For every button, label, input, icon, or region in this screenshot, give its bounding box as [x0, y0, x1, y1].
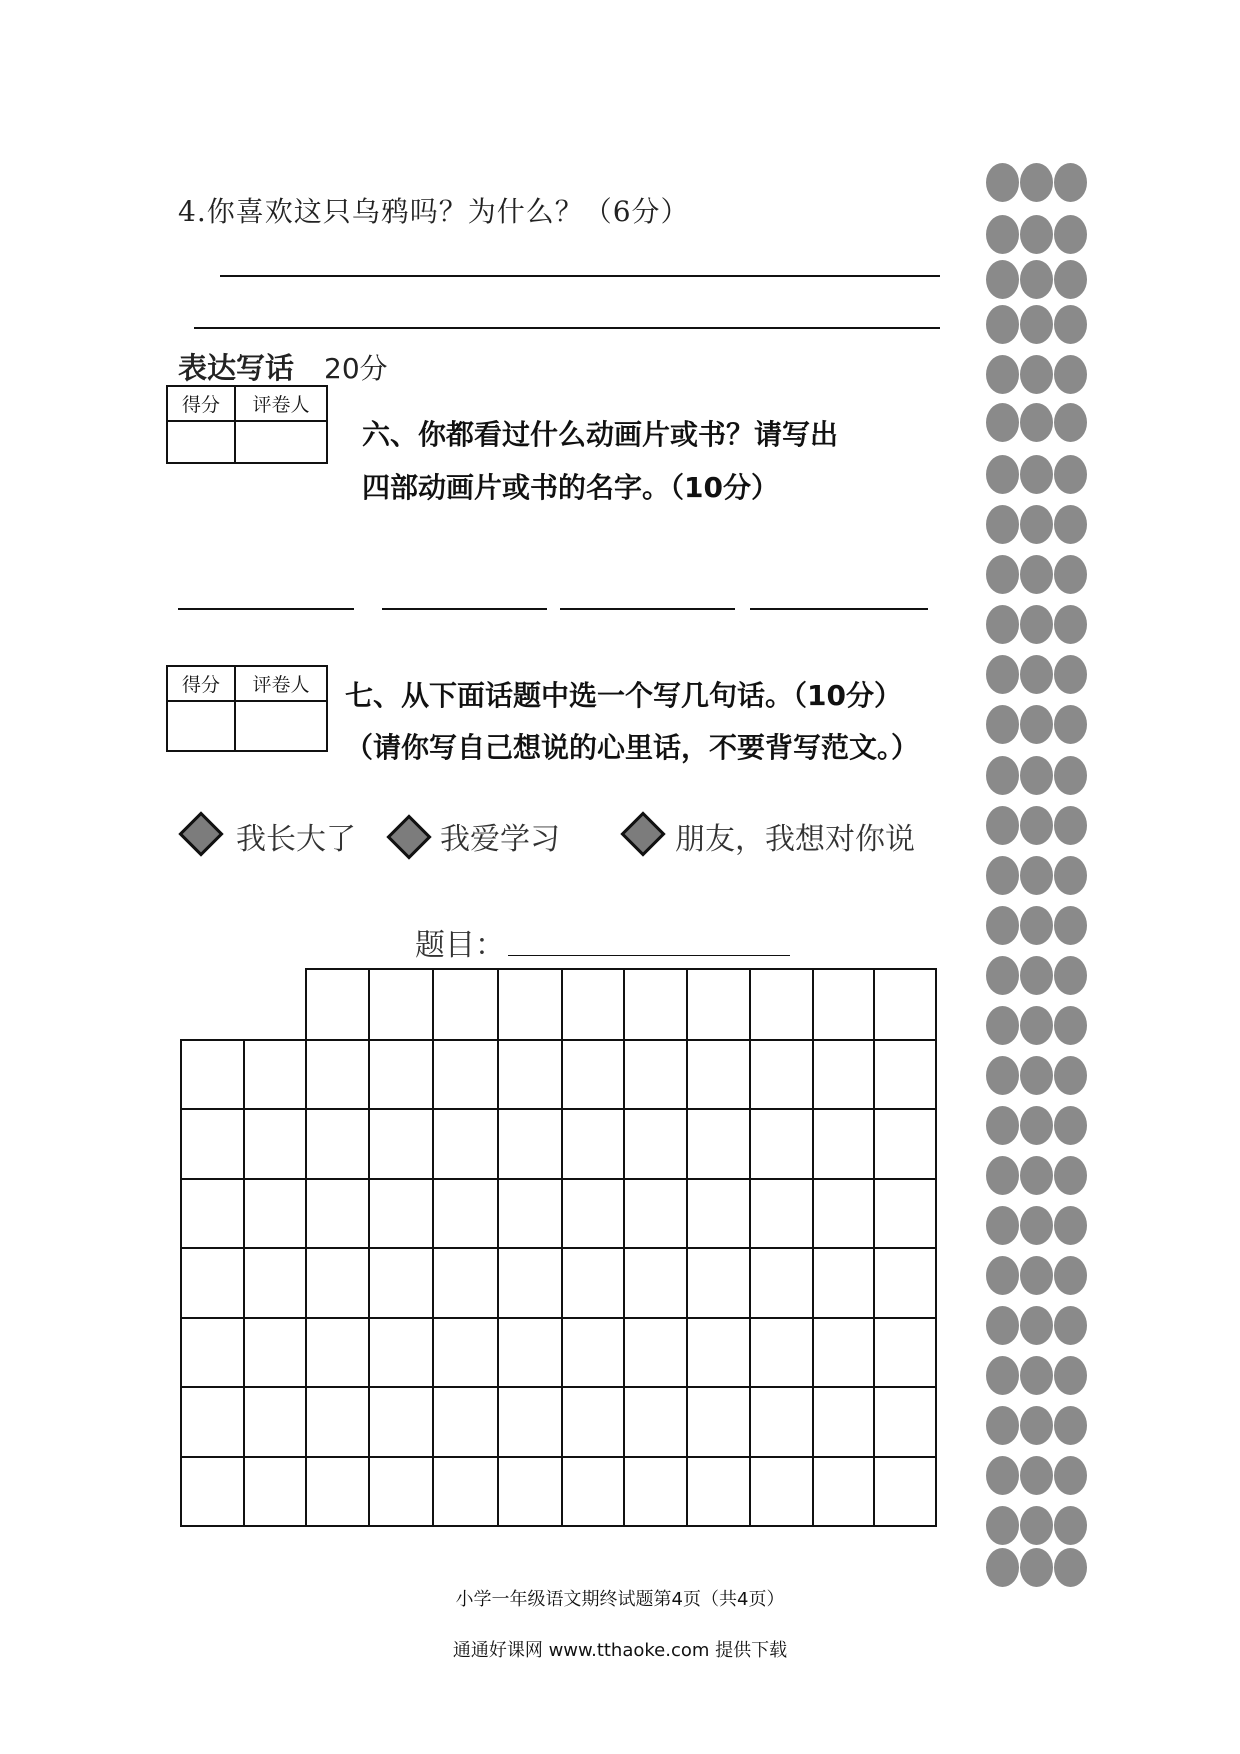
- grader-field[interactable]: [235, 701, 327, 751]
- decorative-dot: [1020, 1356, 1053, 1395]
- decorative-dot: [986, 906, 1019, 945]
- decorative-dot: [1054, 1506, 1087, 1545]
- diamond-bullet-icon: [386, 814, 431, 859]
- decorative-dot: [1020, 1156, 1053, 1195]
- decorative-dot: [986, 355, 1019, 394]
- answer-line-1[interactable]: [220, 275, 940, 277]
- grid-cell[interactable]: [561, 1386, 625, 1458]
- grader-label: 评卷人: [235, 386, 327, 421]
- grid-cell[interactable]: [561, 1456, 625, 1527]
- decorative-dot: [986, 956, 1019, 995]
- grid-cell[interactable]: [497, 1178, 563, 1249]
- decorative-dot: [1020, 355, 1053, 394]
- decorative-dot: [1054, 605, 1087, 644]
- grader-field[interactable]: [235, 421, 327, 463]
- grid-cell[interactable]: [497, 1317, 563, 1388]
- grid-cell[interactable]: [873, 1386, 937, 1458]
- grid-cell[interactable]: [812, 1178, 875, 1249]
- grid-cell[interactable]: [686, 1386, 751, 1458]
- section-title-text: 表达写话: [178, 351, 295, 385]
- question-7-line2: （请你写自己想说的心里话，不要背写范文。）: [345, 731, 920, 764]
- grid-cell[interactable]: [686, 968, 751, 1041]
- decorative-dot: [1020, 1506, 1053, 1545]
- grid-cell[interactable]: [812, 1456, 875, 1527]
- grid-cell[interactable]: [686, 1456, 751, 1527]
- answer-line-2[interactable]: [194, 327, 940, 329]
- grid-cell[interactable]: [812, 1108, 875, 1180]
- decorative-dot: [1020, 1456, 1053, 1495]
- grid-cell[interactable]: [432, 1247, 499, 1319]
- grid-cell[interactable]: [432, 1317, 499, 1388]
- decorative-dot: [986, 806, 1019, 845]
- topic-1[interactable]: 我长大了: [236, 822, 356, 857]
- grid-cell[interactable]: [873, 1108, 937, 1180]
- decorative-dot: [1054, 1056, 1087, 1095]
- grid-cell[interactable]: [749, 968, 814, 1041]
- name-blank-1[interactable]: [178, 608, 354, 610]
- decorative-dot: [1054, 1006, 1087, 1045]
- decorative-dot: [1020, 806, 1053, 845]
- decorative-dot: [1054, 505, 1087, 544]
- grid-cell[interactable]: [873, 1247, 937, 1319]
- grid-cell[interactable]: [749, 1317, 814, 1388]
- grid-cell[interactable]: [305, 1317, 370, 1388]
- question-7-line1: 七、从下面话题中选一个写几句话。（10分）: [345, 679, 902, 712]
- decorative-dot: [986, 305, 1019, 344]
- decorative-dot: [1054, 1106, 1087, 1145]
- decorative-dot: [1020, 260, 1053, 299]
- grid-cell[interactable]: [368, 1108, 434, 1180]
- decorative-dot: [986, 856, 1019, 895]
- decorative-dot: [986, 163, 1019, 202]
- decorative-dot: [986, 1548, 1019, 1587]
- grid-cell[interactable]: [180, 1386, 245, 1458]
- decorative-dot: [1054, 1256, 1087, 1295]
- grid-cell[interactable]: [623, 968, 688, 1041]
- decorative-dot: [1020, 1056, 1053, 1095]
- grid-cell[interactable]: [812, 1386, 875, 1458]
- grid-cell[interactable]: [812, 968, 875, 1041]
- grid-cell[interactable]: [305, 1386, 370, 1458]
- grid-cell[interactable]: [305, 1108, 370, 1180]
- decorative-dot: [986, 1406, 1019, 1445]
- decorative-dot: [1054, 455, 1087, 494]
- grid-cell[interactable]: [561, 1317, 625, 1388]
- grid-cell[interactable]: [243, 1178, 307, 1249]
- decorative-dot: [1054, 705, 1087, 744]
- decorative-dot: [1054, 215, 1087, 254]
- decorative-dot: [1054, 403, 1087, 442]
- decorative-dot: [986, 1456, 1019, 1495]
- decorative-dot: [1020, 403, 1053, 442]
- title-label: 题目：: [415, 928, 505, 963]
- grid-cell[interactable]: [368, 1386, 434, 1458]
- decorative-dot: [1020, 1106, 1053, 1145]
- grid-cell[interactable]: [623, 1039, 688, 1110]
- decorative-dot: [986, 605, 1019, 644]
- decorative-dot: [986, 1506, 1019, 1545]
- grid-cell[interactable]: [623, 1317, 688, 1388]
- decorative-dot: [986, 1056, 1019, 1095]
- grid-cell[interactable]: [368, 1456, 434, 1527]
- grid-cell[interactable]: [749, 1108, 814, 1180]
- decorative-dot: [1020, 505, 1053, 544]
- source-note: 通通好课网 www.tthaoke.com 提供下载: [452, 1640, 788, 1661]
- grid-cell[interactable]: [561, 1247, 625, 1319]
- diamond-bullet-icon: [620, 811, 665, 856]
- grid-cell[interactable]: [432, 1039, 499, 1110]
- grid-cell[interactable]: [497, 1108, 563, 1180]
- grid-cell[interactable]: [368, 1039, 434, 1110]
- decorative-dot: [986, 403, 1019, 442]
- grid-cell[interactable]: [623, 1108, 688, 1180]
- decorative-dot: [986, 1106, 1019, 1145]
- grid-cell[interactable]: [873, 1178, 937, 1249]
- score-label: 得分: [167, 386, 235, 421]
- decorative-dot: [1020, 1006, 1053, 1045]
- grid-cell[interactable]: [623, 1178, 688, 1249]
- grid-cell[interactable]: [749, 1386, 814, 1458]
- grid-cell[interactable]: [623, 1456, 688, 1527]
- grid-cell[interactable]: [749, 1039, 814, 1110]
- grid-cell[interactable]: [497, 1386, 563, 1458]
- decorative-dot: [986, 1206, 1019, 1245]
- decorative-dot: [1020, 555, 1053, 594]
- grid-cell[interactable]: [243, 1039, 307, 1110]
- section-title: [178, 346, 388, 387]
- score-box-q6: [166, 385, 328, 464]
- grid-cell[interactable]: [561, 1108, 625, 1180]
- score-field[interactable]: [167, 701, 235, 751]
- grid-cell[interactable]: [749, 1247, 814, 1319]
- grid-cell[interactable]: [243, 1386, 307, 1458]
- decorative-dot: [1054, 555, 1087, 594]
- decorative-dot: [1020, 305, 1053, 344]
- decorative-dot: [986, 260, 1019, 299]
- name-blank-2[interactable]: [382, 608, 547, 610]
- decorative-dot: [1054, 956, 1087, 995]
- grid-cell[interactable]: [686, 1178, 751, 1249]
- grader-label: 评卷人: [235, 666, 327, 701]
- grid-cell[interactable]: [180, 1317, 245, 1388]
- decorative-dot: [986, 1306, 1019, 1345]
- decorative-dot: [986, 756, 1019, 795]
- topic-2[interactable]: 我爱学习: [440, 822, 560, 857]
- decorative-dot: [1020, 1306, 1053, 1345]
- score-box-q7: [166, 665, 328, 752]
- decorative-dot: [1054, 305, 1087, 344]
- grid-cell[interactable]: [686, 1039, 751, 1110]
- grid-cell[interactable]: [432, 1178, 499, 1249]
- decorative-dot: [1020, 1256, 1053, 1295]
- grid-cell[interactable]: [686, 1317, 751, 1388]
- grid-cell[interactable]: [873, 968, 937, 1041]
- grid-cell[interactable]: [243, 1456, 307, 1527]
- title-input-line[interactable]: [508, 955, 790, 956]
- decorative-dot: [1054, 355, 1087, 394]
- decorative-dot: [1054, 655, 1087, 694]
- name-blank-4[interactable]: [750, 608, 928, 610]
- decorative-dot: [1054, 260, 1087, 299]
- decorative-dot: [1054, 756, 1087, 795]
- grid-cell[interactable]: [243, 1247, 307, 1319]
- grid-cell[interactable]: [305, 968, 370, 1041]
- diamond-bullet-icon: [178, 811, 223, 856]
- grid-cell[interactable]: [368, 1178, 434, 1249]
- grid-cell[interactable]: [561, 968, 625, 1041]
- decorative-dot: [1020, 705, 1053, 744]
- name-blank-3[interactable]: [560, 608, 735, 610]
- grid-cell[interactable]: [243, 1317, 307, 1388]
- decorative-dot: [986, 505, 1019, 544]
- decorative-dot: [1054, 1406, 1087, 1445]
- decorative-dot: [1054, 1156, 1087, 1195]
- decorative-dot: [986, 705, 1019, 744]
- grid-cell[interactable]: [368, 1247, 434, 1319]
- decorative-dot: [986, 455, 1019, 494]
- grid-cell[interactable]: [497, 1039, 563, 1110]
- grid-cell[interactable]: [180, 1178, 245, 1249]
- grid-cell[interactable]: [180, 1247, 245, 1319]
- topic-3[interactable]: 朋友，我想对你说: [675, 822, 915, 857]
- question-4-text: 4.你喜欢这只乌鸦吗？为什么？（6分）: [178, 195, 690, 228]
- decorative-dot: [986, 655, 1019, 694]
- decorative-dot: [1054, 1456, 1087, 1495]
- decorative-dot: [1020, 906, 1053, 945]
- decorative-dot: [1054, 1548, 1087, 1587]
- grid-cell[interactable]: [561, 1039, 625, 1110]
- question-6-line2: 四部动画片或书的名字。（10分）: [362, 471, 779, 504]
- grid-cell[interactable]: [561, 1178, 625, 1249]
- grid-cell[interactable]: [497, 1456, 563, 1527]
- decorative-dot: [1020, 1548, 1053, 1587]
- grid-cell[interactable]: [749, 1456, 814, 1527]
- grid-cell[interactable]: [432, 1108, 499, 1180]
- decorative-dot: [986, 1256, 1019, 1295]
- section-points: 20分: [324, 352, 388, 385]
- grid-cell[interactable]: [180, 1456, 245, 1527]
- decorative-dot: [1020, 956, 1053, 995]
- grid-cell[interactable]: [180, 1108, 245, 1180]
- decorative-dot: [1020, 1406, 1053, 1445]
- decorative-dot: [1020, 215, 1053, 254]
- decorative-dot: [986, 215, 1019, 254]
- grid-cell[interactable]: [432, 1386, 499, 1458]
- grid-cell[interactable]: [812, 1247, 875, 1319]
- grid-cell[interactable]: [686, 1108, 751, 1180]
- grid-cell[interactable]: [812, 1039, 875, 1110]
- grid-cell[interactable]: [243, 1108, 307, 1180]
- decorative-dot: [1054, 1206, 1087, 1245]
- grid-cell[interactable]: [873, 1039, 937, 1110]
- decorative-dot: [1020, 455, 1053, 494]
- decorative-dot: [1020, 1206, 1053, 1245]
- grid-cell[interactable]: [432, 1456, 499, 1527]
- grid-cell[interactable]: [305, 1247, 370, 1319]
- grid-cell[interactable]: [749, 1178, 814, 1249]
- grid-cell[interactable]: [368, 1317, 434, 1388]
- grid-cell[interactable]: [305, 1456, 370, 1527]
- decorative-dot: [1054, 906, 1087, 945]
- question-6-line1: 六、你都看过什么动画片或书？请写出: [362, 418, 839, 451]
- grid-cell[interactable]: [497, 968, 563, 1041]
- decorative-dot: [1054, 163, 1087, 202]
- grid-cell[interactable]: [812, 1317, 875, 1388]
- grid-cell[interactable]: [432, 968, 499, 1041]
- grid-cell[interactable]: [686, 1247, 751, 1319]
- grid-cell[interactable]: [305, 1039, 370, 1110]
- decorative-dot: [986, 1356, 1019, 1395]
- decorative-dot: [1020, 605, 1053, 644]
- decorative-dot: [1020, 655, 1053, 694]
- decorative-dot: [1054, 856, 1087, 895]
- score-field[interactable]: [167, 421, 235, 463]
- decorative-dot: [1020, 756, 1053, 795]
- decorative-dot: [1054, 806, 1087, 845]
- decorative-dot: [986, 1006, 1019, 1045]
- grid-cell[interactable]: [873, 1317, 937, 1388]
- grid-cell[interactable]: [180, 1039, 245, 1110]
- grid-cell[interactable]: [623, 1386, 688, 1458]
- decorative-dot: [986, 1156, 1019, 1195]
- decorative-dot: [1054, 1356, 1087, 1395]
- grid-cell[interactable]: [368, 968, 434, 1041]
- grid-cell[interactable]: [497, 1247, 563, 1319]
- page-info: 小学一年级语文期终试题第4页（共4页）: [455, 1589, 785, 1610]
- score-label: 得分: [167, 666, 235, 701]
- grid-cell[interactable]: [623, 1247, 688, 1319]
- decorative-dot: [1020, 163, 1053, 202]
- decorative-dot: [1054, 1306, 1087, 1345]
- grid-cell[interactable]: [305, 1178, 370, 1249]
- grid-cell[interactable]: [873, 1456, 937, 1527]
- decorative-dot: [1020, 856, 1053, 895]
- decorative-dot: [986, 555, 1019, 594]
